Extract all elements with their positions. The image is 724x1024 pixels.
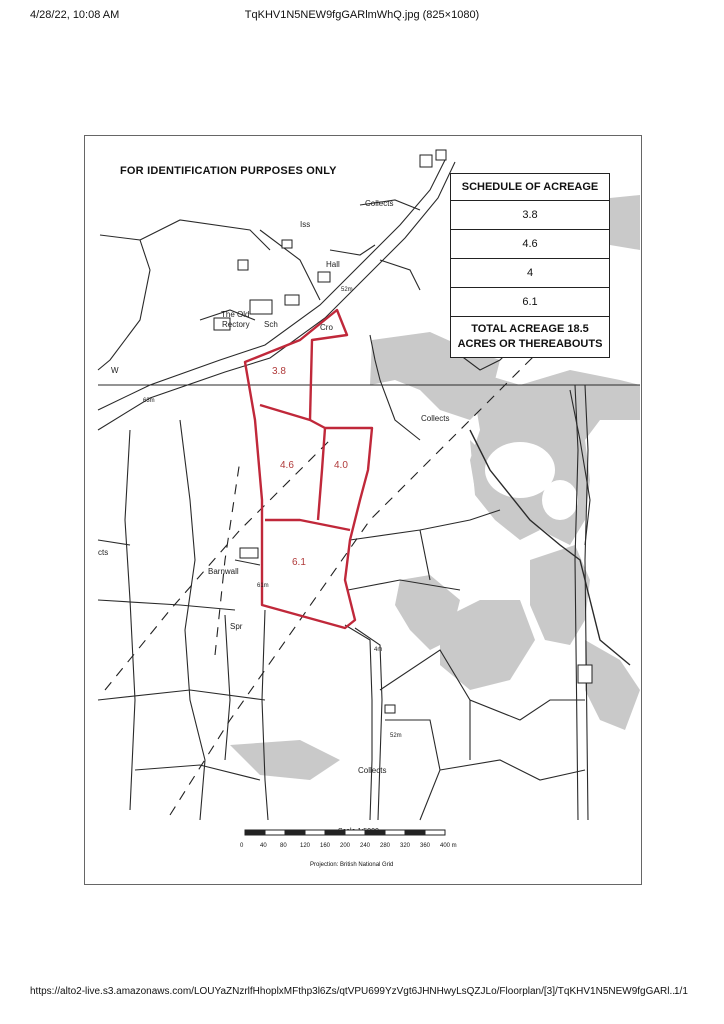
building-3 (285, 295, 299, 305)
field-line-2 (125, 430, 135, 810)
field-line-7 (135, 765, 260, 780)
scale-tick-label: 240 (360, 843, 371, 849)
field-line-6 (98, 690, 265, 700)
field-label-6-1: 6.1 (292, 557, 306, 568)
building-7 (420, 155, 432, 167)
spot-height: 63m (143, 398, 155, 404)
place-label: Spr (230, 622, 243, 631)
scale-tick-label: 200 (340, 843, 351, 849)
lane-east-a (345, 625, 372, 820)
woodland-patch-5 (530, 545, 590, 645)
field-line-15 (440, 760, 585, 780)
schedule-title: SCHEDULE OF ACREAGE (451, 174, 609, 201)
clearing-1 (485, 442, 555, 498)
field-line-8 (235, 560, 260, 565)
scale-tick-label: 280 (380, 843, 391, 849)
schedule-row: 4 (451, 259, 609, 288)
woodland-patch-8 (230, 740, 340, 780)
building-4 (318, 272, 330, 282)
spot-height: 52m (390, 733, 402, 739)
place-label: Collects (365, 199, 394, 208)
schedule-row: 3.8 (451, 201, 609, 230)
scale-tick-label: 160 (320, 843, 331, 849)
place-label: Barnwall (208, 567, 239, 576)
place-label: Rectory (222, 320, 250, 329)
site-boundary (245, 310, 372, 628)
settlement-line-2 (140, 220, 270, 250)
site-outline (245, 310, 372, 628)
spot-height: 4m (374, 647, 383, 653)
field-label-4-6: 4.6 (280, 460, 294, 471)
place-label: W (111, 366, 119, 375)
building-5 (238, 260, 248, 270)
place-label: Hall (326, 260, 340, 269)
woodland-patch-7 (585, 640, 640, 730)
place-label: Cro (320, 323, 333, 332)
scale-bar (240, 826, 470, 840)
woodland-patch-6 (440, 600, 535, 690)
footpaths (105, 300, 600, 815)
schedule-row: 4.6 (451, 230, 609, 259)
spot-height: 52m (341, 287, 353, 293)
field-line-10 (350, 510, 500, 540)
settlement-line-3 (98, 235, 150, 370)
place-label: Sch (264, 320, 278, 329)
building-11 (578, 665, 592, 683)
building-10 (385, 705, 395, 713)
scale-tick-label: 80 (280, 843, 287, 849)
place-label: cts (98, 548, 109, 557)
spot-height: 61m (257, 583, 269, 589)
place-label: The Old (221, 310, 250, 319)
scale-tick-label: 0 (240, 843, 244, 849)
identification-note: FOR IDENTIFICATION PURPOSES ONLY (120, 165, 337, 177)
building-8 (436, 150, 446, 160)
field-line-11 (420, 530, 430, 580)
scale-tick-label: 40 (260, 843, 267, 849)
field-label-3-8: 3.8 (272, 366, 286, 377)
scale-tick-label: 320 (400, 843, 411, 849)
place-label: Collects (421, 414, 450, 423)
site-internal-3 (265, 520, 350, 530)
scale-tick-label: 120 (300, 843, 311, 849)
scale-projection: Projection: British National Grid (310, 862, 394, 868)
browser-print-page: 1/1 (674, 986, 688, 997)
acreage-schedule (450, 173, 610, 358)
clearing-2 (542, 480, 578, 520)
browser-print-url: https://alto2-live.s3.amazonaws.com/LOUYaZNzrlfHhoplxMFthp3l6Zs/qtVPU699YzVgt6JHNHwyLsQZJLo/Floorplan/[3]/TqKHV1N5NEW9fgGARl... (30, 986, 678, 997)
building-2 (250, 300, 272, 314)
field-line-4 (98, 540, 130, 545)
schedule-row: 6.1 (451, 288, 609, 317)
scale-tick-label: 360 (420, 843, 431, 849)
lane-west (262, 610, 268, 820)
settlement-line-5 (330, 245, 375, 255)
place-label: Iss (300, 220, 311, 229)
lane-east-b (355, 628, 382, 820)
browser-print-title: TqKHV1N5NEW9fgGARlmWhQ.jpg (825×1080) (244, 9, 480, 21)
schedule-total-line2: ACRES OR THEREABOUTS (457, 338, 603, 350)
settlement-line-6 (380, 260, 420, 290)
site-internal-1 (260, 405, 310, 420)
field-line-9 (225, 615, 230, 760)
field-line-5 (98, 600, 235, 610)
building-6 (282, 240, 292, 248)
field-label-4-0: 4.0 (334, 460, 348, 471)
field-line-3 (180, 420, 205, 820)
scale-tick-label: 400 m (440, 843, 457, 849)
schedule-total (451, 317, 609, 357)
building-9 (240, 548, 258, 558)
browser-print-date: 4/28/22, 10:08 AM (30, 9, 120, 21)
place-label: Collects (358, 766, 387, 775)
site-internal-2 (318, 428, 325, 520)
schedule-total-line1: TOTAL ACREAGE 18.5 (471, 323, 589, 335)
